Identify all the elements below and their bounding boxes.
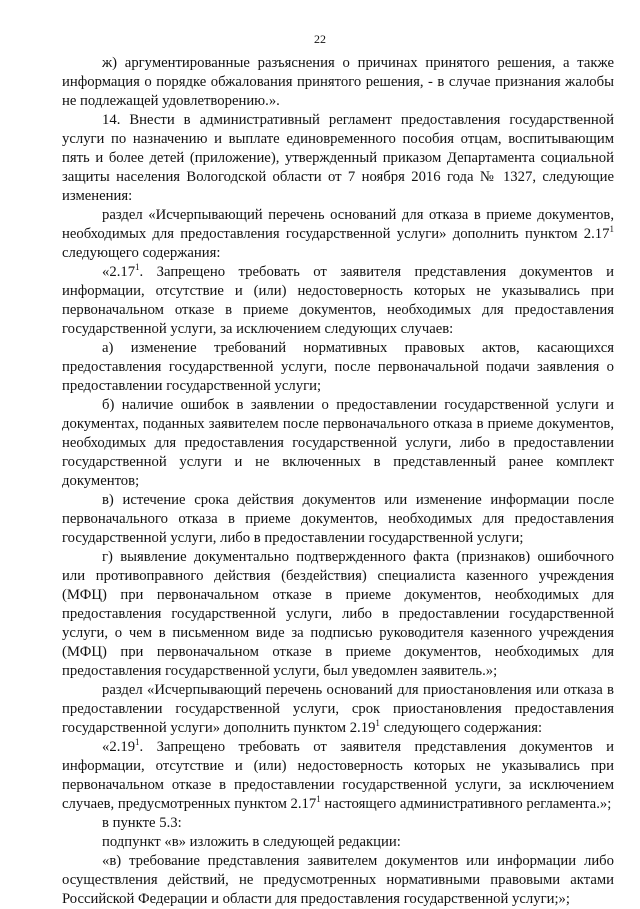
- paragraph-item-b: б) наличие ошибок в заявлении о предоставлении государственной услуги и документах, поданных заявителем после первоначального отказа в приеме документов, необходимых для предоставления государственной услуги, либо в предоставлении государственной услуги и не включенных в представленный ранее комплект документов;: [62, 397, 614, 489]
- paragraph-text: следующего содержания:: [379, 720, 543, 736]
- paragraph-point-2-19-1: [62, 738, 614, 814]
- paragraph-text: раздел «Исчерпывающий перечень оснований для отказа в приеме документов, необходимых для предоставления государственной услуги» дополнить пунктом 2.17: [62, 207, 614, 242]
- paragraph-item-zh: ж) аргументированные разъяснения о причинах принятого решения, а также информация о порядке обжалования принятого решения, - в случае признания жалобы не подлежащей удовлетворению.».: [62, 55, 614, 109]
- paragraph-text: «2.17: [102, 264, 136, 280]
- paragraph-point-14: 14. Внести в административный регламент предоставления государственной услуги по назначению и выплате единовременного пособия отцам, воспитывающим пять и более детей (приложение), утвержденный приказом Департамента социальной защиты населения Вологодской области от 7 ноября 2016 года № 1327, следующие изменения:: [62, 112, 614, 204]
- paragraph-text: . Запрещено требовать от заявителя представления документов и информации, отсутствие и (или) недостоверность которых не указывались при первоначальном отказе в предоставлении государственной услуги, за исключением случаев, предусмотренных пунктом 2.17: [62, 739, 614, 812]
- paragraph-text: раздел «Исчерпывающий перечень оснований для приостановления или отказа в предоставлении государственной услуги, срок приостановления предоставления государственной услуги» дополнить пунктом 2.19: [62, 682, 614, 736]
- superscript: 1: [316, 794, 321, 805]
- paragraph-point-2-17-1: [62, 263, 614, 339]
- page-number: 22: [314, 32, 326, 46]
- document-body: [62, 54, 614, 909]
- superscript: 1: [135, 262, 140, 273]
- paragraph-text: . Запрещено требовать от заявителя представления документов и информации, отсутствие и (или) недостоверность которых не указывались при первоначальном отказе в приеме документов, необходимых для предоставления государственной услуги, за исключением следующих случаев:: [62, 264, 614, 337]
- paragraph-text: настоящего административного регламента.»;: [320, 796, 612, 812]
- superscript: 1: [375, 718, 380, 729]
- paragraph-point-5-3: в пункте 5.3:: [102, 815, 182, 831]
- paragraph-item-a: а) изменение требований нормативных правовых актов, касающихся предоставления государственной услуги, после первоначальной подачи заявления о предоставлении государственной услуги;: [62, 340, 614, 394]
- paragraph-section-suspension: [62, 681, 614, 738]
- superscript: 1: [135, 737, 140, 748]
- paragraph-text: следующего содержания:: [62, 245, 221, 261]
- paragraph-item-v: в) истечение срока действия документов или изменение информации после первоначального отказа в приеме документов, необходимых для предоставления государственной услуги, либо в предоставлении государственной услуги;: [62, 492, 614, 546]
- paragraph-section-refusal-docs: [62, 206, 614, 263]
- paragraph-item-g: г) выявление документально подтвержденного факта (признаков) ошибочного или противоправного действия (бездействия) специалиста казенного учреждения (МФЦ) при первоначальном отказе в приеме документов, необходимых для предоставления государственной услуги, либо в предоставлении государственной услуги, о чем в письменном виде за подписью руководителя казенного учреждения (МФЦ) при первоначальном отказе в приеме документов, необходимых для предоставления государственной услуги, был уведомлен заявитель.»;: [62, 549, 614, 679]
- paragraph-subpoint-v-text: «в) требование представления заявителем документов или информации либо осуществления действий, не предусмотренных нормативными правовыми актами Российской Федерации и области для предоставления государственной услуги;»;: [62, 853, 614, 907]
- superscript: 1: [609, 224, 614, 235]
- paragraph-text: «2.19: [102, 739, 136, 755]
- paragraph-subpoint-v-intro: подпункт «в» изложить в следующей редакции:: [102, 834, 401, 850]
